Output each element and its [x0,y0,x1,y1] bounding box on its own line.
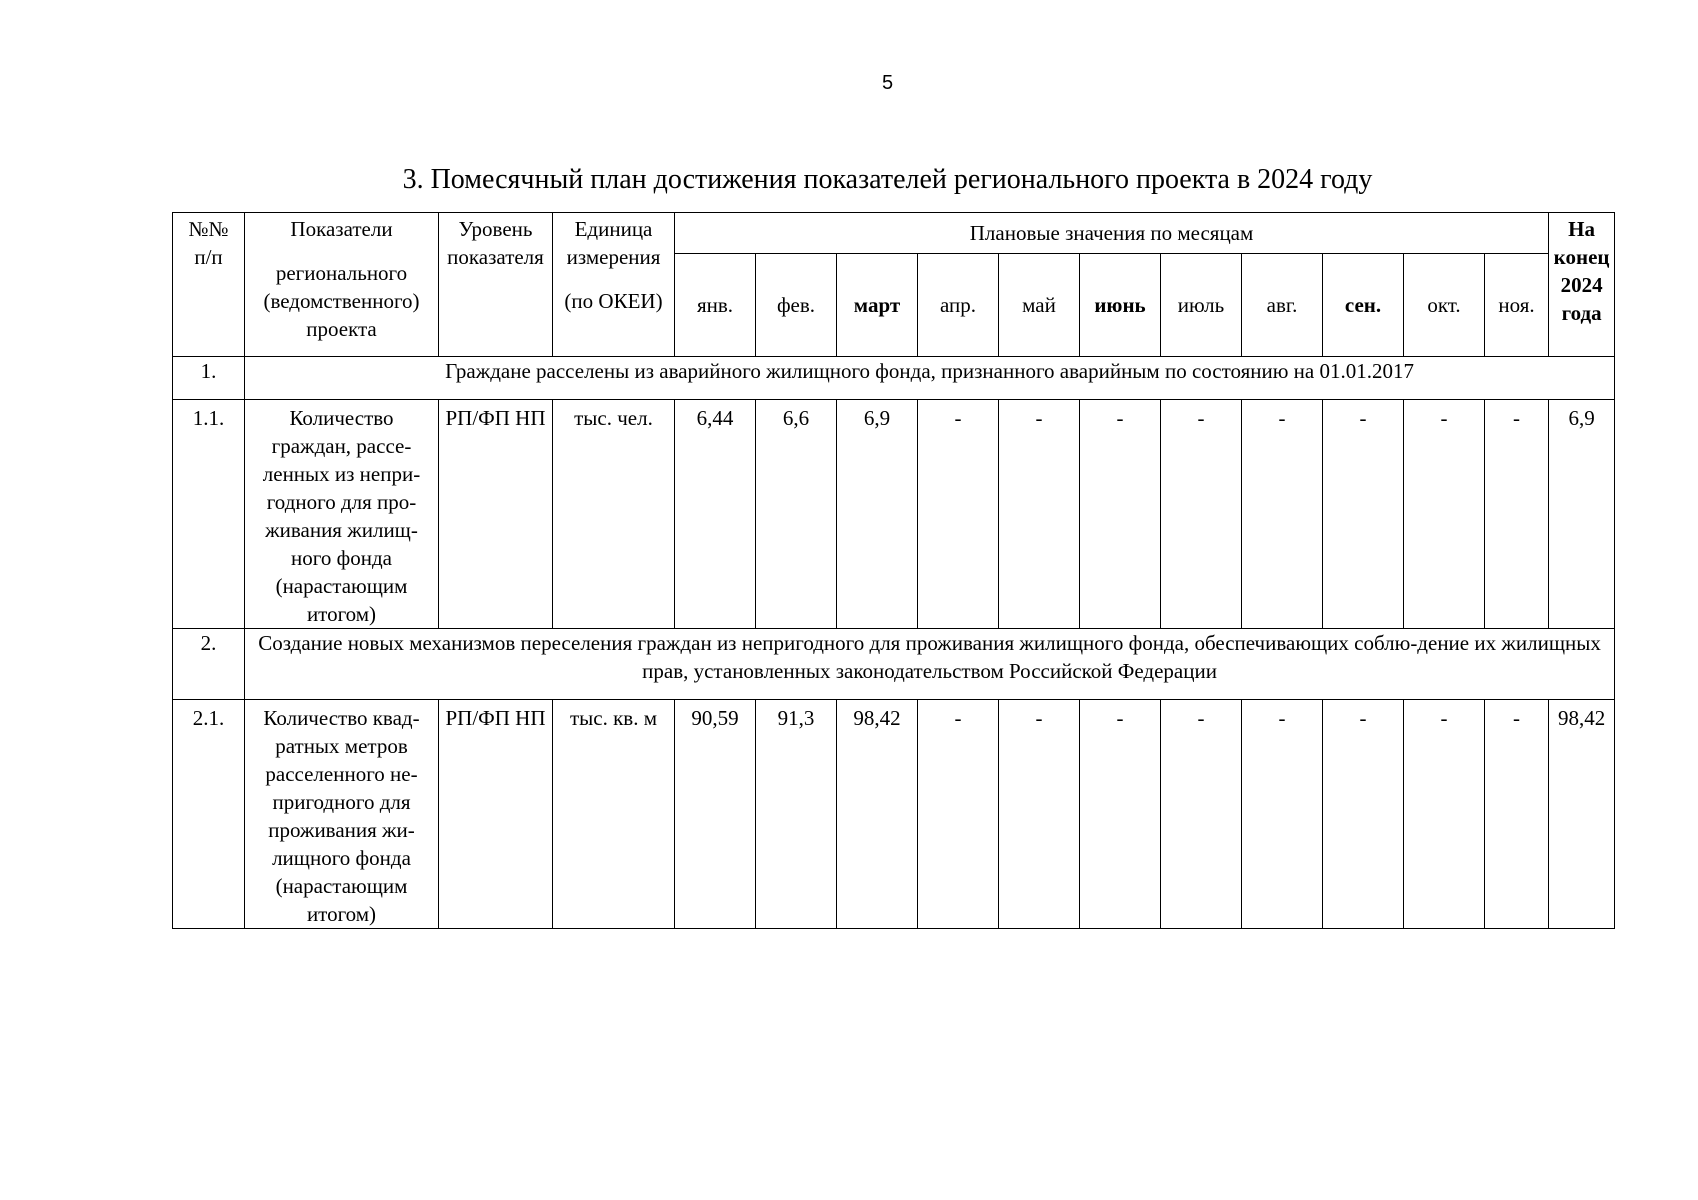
table-row [173,700,1615,929]
row-indicator: Количество квад-ратных метров расселенного не-пригодного для проживания жи-лищного фонда (нарастающим итогом) [245,700,439,929]
row-value-end: 98,42 [1549,700,1615,929]
header-month-sep: сен. [1323,254,1404,357]
header-num [173,213,245,357]
row-value-oct: - [1404,400,1485,629]
header-month-nov: ноя. [1485,254,1549,357]
header-level-line2: показателя [447,245,544,269]
header-num-line1: №№ [188,217,229,241]
section-num: 1. [173,357,245,400]
section-title: Граждане расселены из аварийного жилищного фонда, признанного аварийным по состоянию на 01.01.2017 [245,357,1615,400]
section-num: 2. [173,629,245,700]
section-title: Создание новых механизмов переселения граждан из непригодного для проживания жилищного фонда, обеспечивающих соблю-дение их жилищных прав, установленных законодательством Российской Федерации [245,629,1615,700]
header-month-jan: янв. [675,254,756,357]
row-value-apr: - [918,400,999,629]
header-level [439,213,553,357]
row-value-jan: 6,44 [675,400,756,629]
header-indicator-line2: регионального (ведомственного) проекта [263,261,420,341]
header-month-jul: июль [1161,254,1242,357]
row-value-sep: - [1323,700,1404,929]
row-level: РП/ФП НП [439,700,553,929]
header-monthly-values: Плановые значения по месяцам [675,213,1549,254]
header-month-oct: окт. [1404,254,1485,357]
document-title: 3. Помесячный план достижения показателей регионального проекта в 2024 году [402,164,1373,195]
row-value-mar: 98,42 [837,700,918,929]
header-unit-line1: Единица [574,217,653,241]
header-month-may: май [999,254,1080,357]
row-value-jun: - [1080,700,1161,929]
section-row [173,629,1615,700]
header-unit-line2: измерения [566,245,661,269]
header-indicator [245,213,439,357]
row-value-apr: - [918,700,999,929]
row-value-jul: - [1161,400,1242,629]
row-value-jun: - [1080,400,1161,629]
row-value-feb: 91,3 [756,700,837,929]
table-row [173,400,1615,629]
row-value-jan: 90,59 [675,700,756,929]
row-value-end: 6,9 [1549,400,1615,629]
row-indicator: Количество граждан, рассе-ленных из непри-годного для про-живания жилищ-ного фонда (нарастающим итогом) [245,400,439,629]
row-value-nov: - [1485,700,1549,929]
row-unit: тыс. кв. м [553,700,675,929]
header-month-jun: июнь [1080,254,1161,357]
row-value-mar: 6,9 [837,400,918,629]
row-value-may: - [999,400,1080,629]
header-indicator-line1: Показатели [290,217,393,241]
row-value-oct: - [1404,700,1485,929]
header-level-line1: Уровень [458,217,533,241]
row-num: 2.1. [173,700,245,929]
row-level: РП/ФП НП [439,400,553,629]
row-unit: тыс. чел. [553,400,675,629]
header-num-line2: п/п [194,245,223,269]
header-row-1 [173,213,1615,254]
header-end-of-year: На конец 2024 года [1549,213,1615,357]
row-value-nov: - [1485,400,1549,629]
header-month-aug: авг. [1242,254,1323,357]
header-unit [553,213,675,357]
section-row [173,357,1615,400]
row-value-feb: 6,6 [756,400,837,629]
header-month-mar: март [837,254,918,357]
monthly-plan-table [172,212,1615,929]
row-value-sep: - [1323,400,1404,629]
row-value-may: - [999,700,1080,929]
row-value-aug: - [1242,700,1323,929]
header-unit-line3: (по ОКЕИ) [564,289,663,313]
row-value-aug: - [1242,400,1323,629]
header-month-apr: апр. [918,254,999,357]
page-number: 5 [881,72,894,94]
header-month-feb: фев. [756,254,837,357]
row-num: 1.1. [173,400,245,629]
row-value-jul: - [1161,700,1242,929]
